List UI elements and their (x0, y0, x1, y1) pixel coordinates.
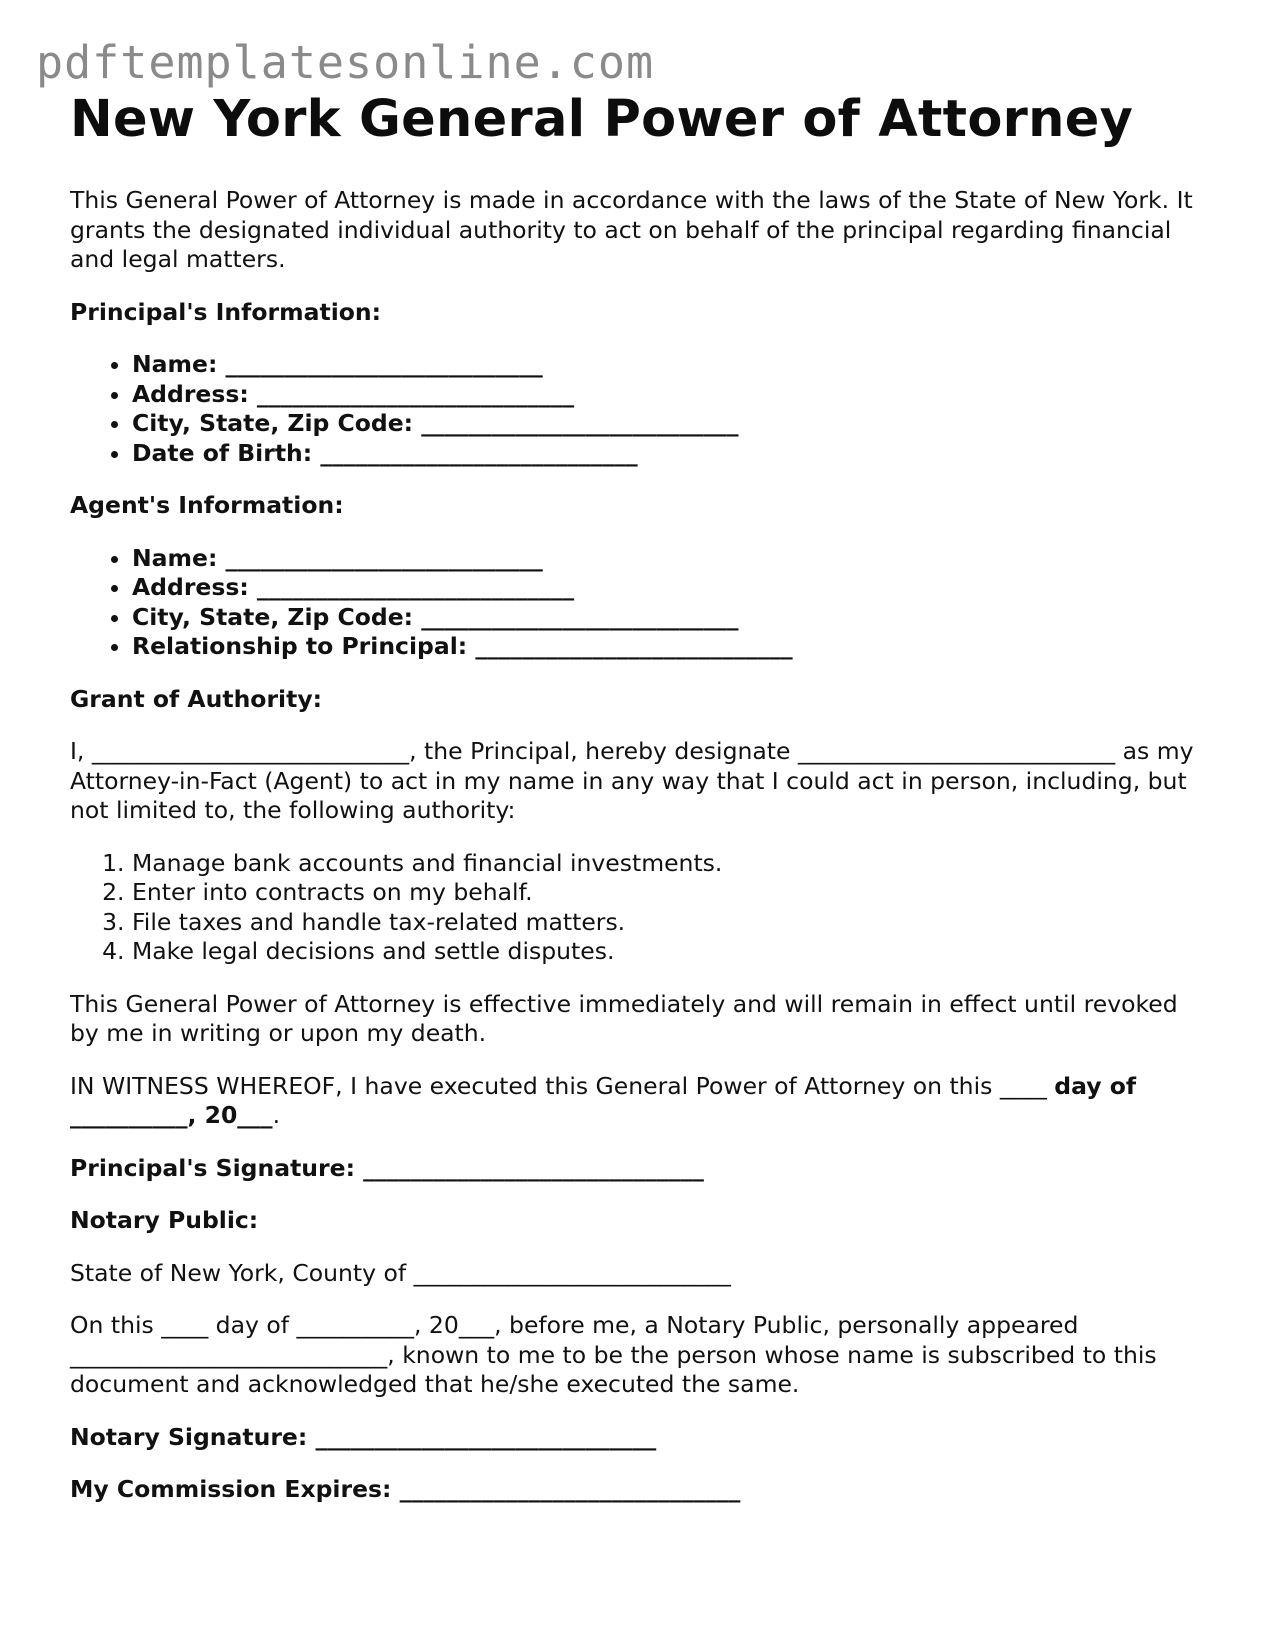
witness-text: IN WITNESS WHEREOF, I have executed this General Power of Attorney on this ____ (70, 1071, 1055, 1100)
principal-fields (70, 350, 1210, 468)
agent-address-field[interactable]: • Address: ___________________________ (132, 573, 1210, 603)
commission-expires-field[interactable]: My Commission Expires: _____________________________ (70, 1475, 741, 1504)
authority-list (70, 849, 1210, 967)
authority-item: 2. Enter into contracts on my behalf. (132, 878, 1210, 908)
principal-city-state-zip-field[interactable]: • City, State, Zip Code: ___________________________ (132, 409, 1210, 439)
witness-paragraph (70, 1072, 1210, 1131)
grant-paragraph: I, ___________________________, the Principal, hereby designate ___________________________ as my Attorney-in-Fact (Agent) to act in my name in any way that I could act in person, including, but not limited to, the following authority: (70, 737, 1194, 825)
notary-heading: Notary Public: (70, 1206, 259, 1235)
agent-heading: Agent's Information: (70, 491, 344, 520)
agent-fields (70, 544, 1210, 662)
principal-heading: Principal's Information: (70, 297, 382, 326)
agent-relationship-field[interactable]: • Relationship to Principal: ___________________________ (132, 632, 1210, 662)
principal-name-field[interactable]: • Name: ___________________________ (132, 350, 1210, 380)
grant-heading: Grant of Authority: (70, 684, 323, 713)
agent-city-state-zip-field[interactable]: • City, State, Zip Code: ___________________________ (132, 603, 1210, 633)
notary-county-field[interactable]: State of New York, County of ___________________________ (70, 1258, 731, 1287)
principal-signature-field[interactable]: Principal's Signature: _____________________________ (70, 1153, 704, 1182)
authority-item: 3. File taxes and handle tax-related matters. (132, 908, 1210, 938)
document-title: New York General Power of Attorney (70, 90, 1134, 149)
principal-dob-field[interactable]: • Date of Birth: ___________________________ (132, 439, 1210, 469)
notary-signature-field[interactable]: Notary Signature: _____________________________ (70, 1422, 657, 1451)
effective-paragraph: This General Power of Attorney is effective immediately and will remain in effect until revoked by me in writing or upon my death. (70, 989, 1178, 1048)
witness-date-blank[interactable]: day of __________, 20___ (70, 1071, 1137, 1130)
notary-appearance-paragraph: On this ____ day of __________, 20___, before me, a Notary Public, personally appeared ___________________________, known to me to be the person whose name is subscribed to this document and acknowledged that he/she executed the same. (70, 1311, 1157, 1399)
intro-paragraph: This General Power of Attorney is made in accordance with the laws of the State of New York. It grants the designated individual authority to act on behalf of the principal regarding financial and legal matters. (70, 186, 1193, 274)
agent-name-field[interactable]: • Name: ___________________________ (132, 544, 1210, 574)
watermark: pdftemplatesonline.com (36, 36, 655, 89)
authority-item: 1. Manage bank accounts and financial investments. (132, 849, 1210, 879)
authority-item: 4. Make legal decisions and settle disputes. (132, 937, 1210, 967)
witness-end: . (272, 1101, 281, 1130)
principal-address-field[interactable]: • Address: ___________________________ (132, 380, 1210, 410)
document-page (70, 92, 1210, 1505)
